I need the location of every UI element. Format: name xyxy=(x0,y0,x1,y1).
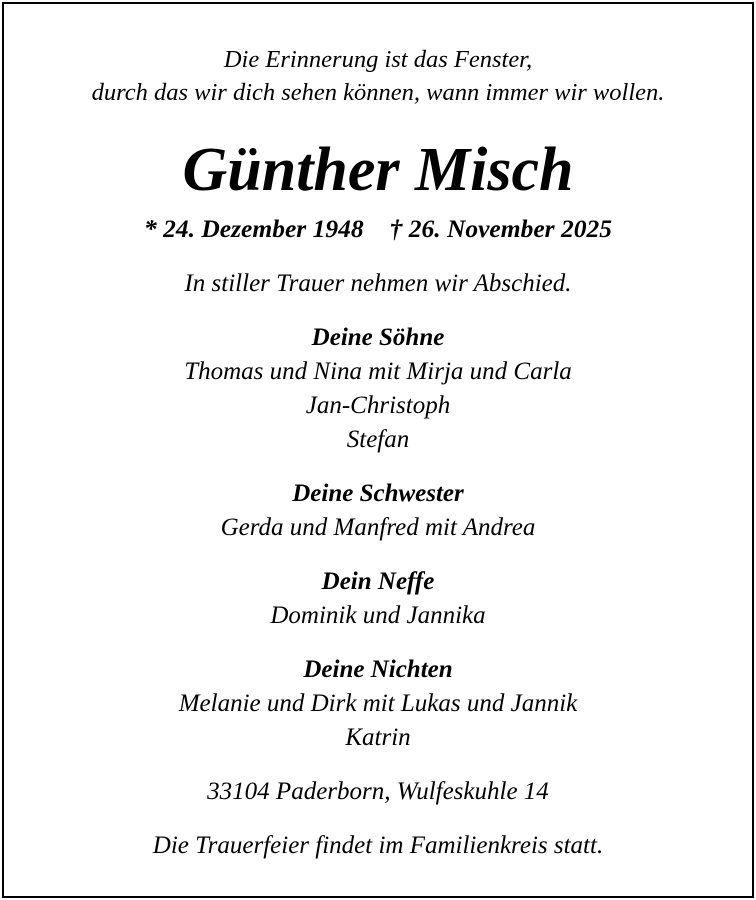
farewell-text: In stiller Trauer nehmen wir Abschied. xyxy=(184,270,572,297)
group-heading-sister: Deine Schwester xyxy=(292,480,464,507)
address-text: 33104 Paderborn, Wulfeskuhle 14 xyxy=(207,778,549,805)
group-heading-nephew: Dein Neffe xyxy=(321,568,435,595)
deceased-name: Günther Misch xyxy=(182,136,574,204)
death-date: † 26. November 2025 xyxy=(389,214,612,243)
group-member-nieces-2: Katrin xyxy=(345,724,411,751)
group-member-nieces-1: Melanie und Dirk mit Lukas und Jannik xyxy=(178,690,578,717)
life-dates xyxy=(4,214,752,244)
motto-line-2: durch das wir dich sehen können, wann immer wir wollen. xyxy=(91,79,665,106)
group-member-sons-1: Thomas und Nina mit Mirja und Carla xyxy=(184,358,572,385)
obituary-frame xyxy=(2,2,754,898)
motto-line-1: Die Erinnerung ist das Fenster, xyxy=(223,46,533,73)
group-member-nephew-1: Dominik und Jannika xyxy=(270,602,486,629)
birth-date: * 24. Dezember 1948 xyxy=(144,214,364,243)
group-heading-sons: Deine Söhne xyxy=(311,324,445,351)
group-member-sons-2: Jan-Christoph xyxy=(305,392,451,419)
closing-text: Die Trauerfeier findet im Familienkreis statt. xyxy=(152,832,604,859)
group-heading-nieces: Deine Nichten xyxy=(303,656,453,683)
group-member-sister-1: Gerda und Manfred mit Andrea xyxy=(220,514,536,541)
group-member-sons-3: Stefan xyxy=(346,426,410,453)
